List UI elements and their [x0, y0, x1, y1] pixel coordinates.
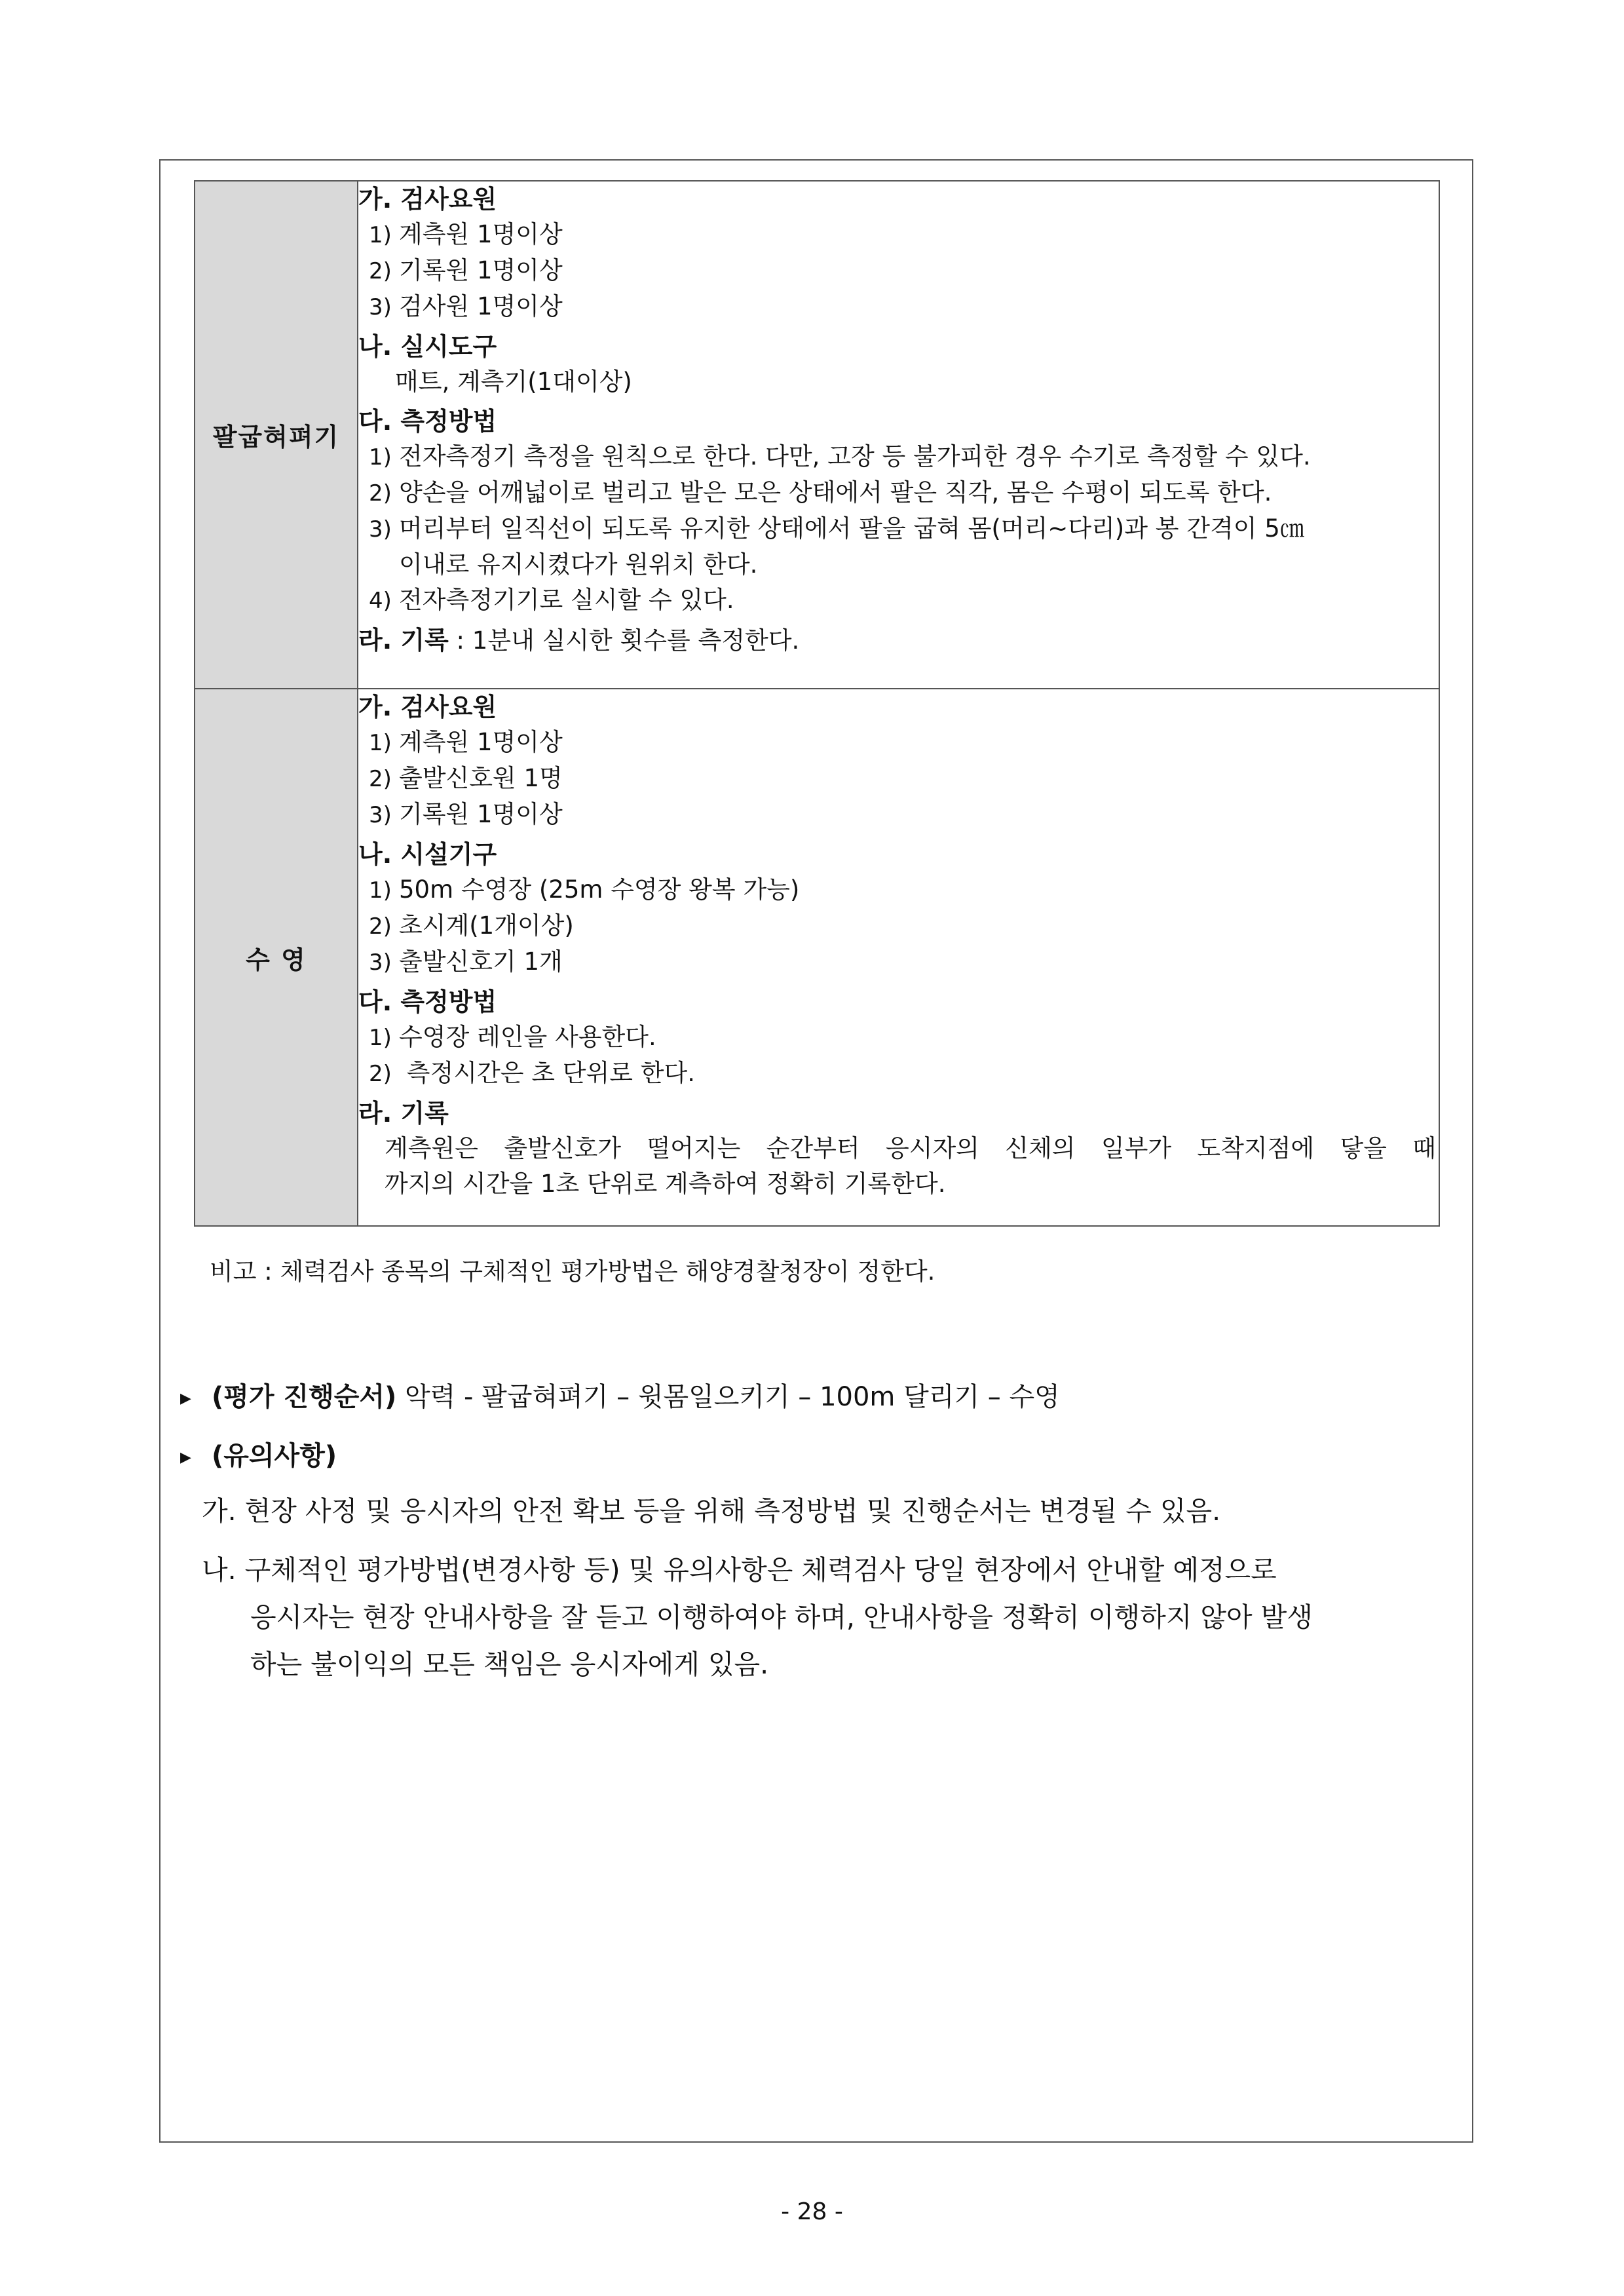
list-item: 1) 50m 수영장 (25m 수영장 왕복 가능): [369, 875, 800, 904]
list-item: 3) 출발신호기 1개: [369, 947, 563, 976]
record-text-line: 까지의 시간을 1초 단위로 계측하여 정확히 기록한다.: [385, 1170, 946, 1198]
triangle-bullet-icon: ▶: [180, 1449, 191, 1466]
list-item: 3) 검사원 1명이상: [369, 292, 563, 320]
list-item: 1) 계측원 1명이상: [369, 220, 563, 248]
list-item: 1) 수영장 레인을 사용한다.: [369, 1023, 656, 1051]
section-heading: 나. 실시도구: [358, 332, 497, 361]
row-content: [358, 689, 1439, 1226]
list-item: 2) 양손을 어깨넓이로 벌리고 발은 모은 상태에서 팔은 직각, 몸은 수평이 되도록 한다.: [369, 478, 1272, 507]
section-heading: 다. 측정방법: [358, 407, 497, 436]
section-heading: 다. 측정방법: [358, 987, 497, 1016]
list-item: 1) 전자측정기 측정을 원칙으로 한다. 다만, 고장 등 불가피한 경우 수기로 측정할 수 있다.: [369, 442, 1311, 470]
list-item: 2) 출발신호원 1명: [369, 764, 563, 792]
section-heading: 나. 시설기구: [358, 840, 497, 869]
list-item-continuation: 이내로 유지시켰다가 원위치 한다.: [399, 550, 758, 579]
list-item: 3) 머리부터 일직선이 되도록 유지한 상태에서 팔을 굽혀 몸(머리~다리)과 봉 간격이 5㎝: [369, 514, 1304, 543]
evaluation-order: ▶ (평가 진행순서) 악력 - 팔굽혀펴기 – 윗몸일으키기 – 100m 달리기 – 수영: [180, 1382, 1060, 1412]
section-heading: 라. 기록: [358, 1099, 449, 1128]
list-item: 2) 초시계(1개이상): [369, 911, 574, 940]
list-item: 1) 계측원 1명이상: [369, 728, 563, 756]
list-item: 3) 기록원 1명이상: [369, 800, 563, 828]
equipment-text: 매트, 계측기(1대이상): [395, 368, 632, 396]
row-label: 수 영: [195, 689, 358, 1226]
list-item: 2) 측정시간은 초 단위로 한다.: [369, 1059, 695, 1087]
cautions-heading: ▶ (유의사항): [180, 1441, 337, 1471]
row-label: 팔굽혀펴기: [195, 181, 358, 689]
list-item: 4) 전자측정기기로 실시할 수 있다.: [369, 586, 734, 614]
record-text-line: 계측원은 출발신호가 떨어지는 순간부터 응시자의 신체의 일부가 도착지점에 닿을 때: [385, 1134, 1436, 1162]
caution-item: 가. 현장 사정 및 응시자의 안전 확보 등을 위해 측정방법 및 진행순서는 변경될 수 있음.: [202, 1495, 1221, 1527]
section-heading: 가. 검사요원: [358, 693, 497, 721]
table-row: [195, 689, 1439, 1226]
triangle-bullet-icon: ▶: [180, 1390, 191, 1407]
list-item: 2) 기록원 1명이상: [369, 256, 563, 284]
table-note: 비고 : 체력검사 종목의 구체적인 평가방법은 해양경찰청장이 정한다.: [210, 1257, 935, 1286]
row-content: [358, 181, 1439, 689]
section-heading: 가. 검사요원: [358, 185, 497, 214]
page-number: - 28 -: [781, 2198, 843, 2225]
caution-item: 나. 구체적인 평가방법(변경사항 등) 및 유의사항은 체력검사 당일 현장에서 안내할 예정으로 응시자는 현장 안내사항을 잘 듣고 이행하여야 하며, 안내사항을 정확히 이행하지 않아 발생 하는 불이익의 모든 책임은 응시자에게 있음.: [202, 1554, 1313, 1680]
record-line: 라. 기록 : 1분내 실시한 횟수를 측정한다.: [358, 626, 800, 655]
fitness-test-table: [194, 180, 1440, 1227]
table-row: [195, 181, 1439, 689]
